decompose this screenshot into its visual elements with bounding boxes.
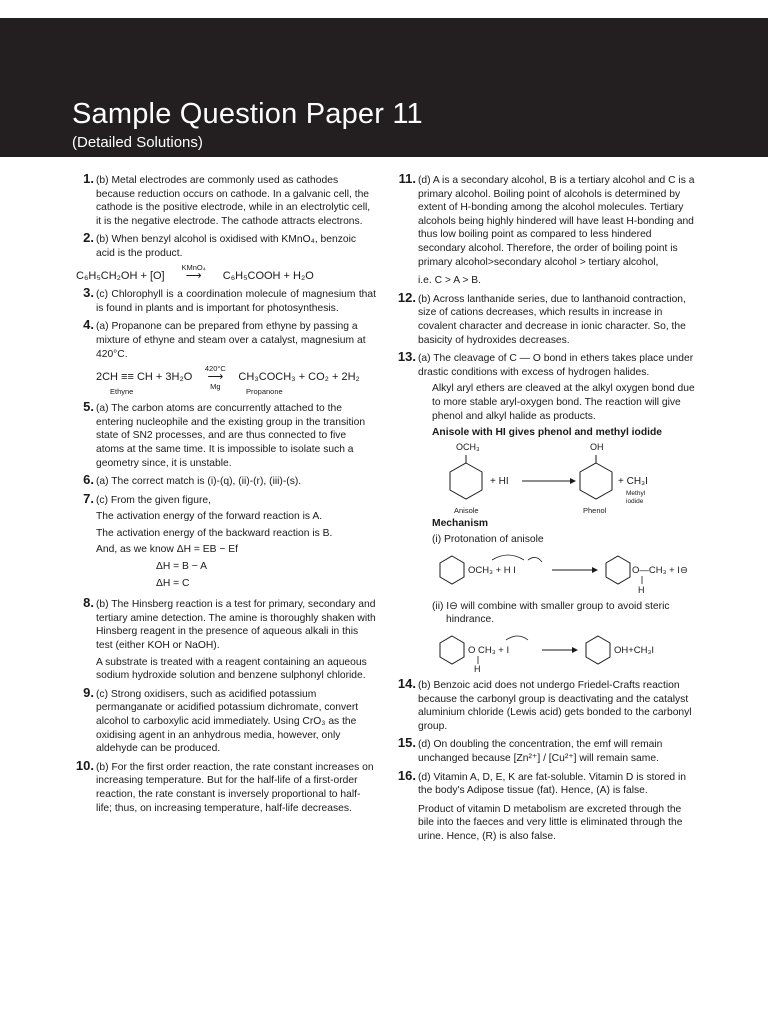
label-methyl-iodide: Methyl iodide <box>626 489 646 505</box>
answer-text-2: Product of vitamin D metabolism are excreted through the bile into the faeces and very little is eliminated through the urine. Hence, (R) is also false. <box>418 803 683 842</box>
eq-products: C₆H₅COOH + H₂O <box>222 269 314 282</box>
eq-reactants: 2CH ≡≡ CH + 3H₂O <box>96 371 193 384</box>
curved-arrow <box>506 636 528 640</box>
question-number: 7. <box>83 490 94 506</box>
label-anisole: Anisole <box>454 505 479 515</box>
equation <box>96 364 376 397</box>
oh-label: OH <box>590 441 604 452</box>
benzene-ring <box>440 636 464 664</box>
arrow-head <box>592 567 598 573</box>
reaction-arrow: 420°C ⟶ Mg <box>195 371 235 385</box>
answer-text: (a) Propanone can be prepared from ethyne by passing a mixture of ethyne and steam over a catalyst, magnesium at 420°C. <box>96 321 366 360</box>
arrow-head <box>570 478 576 484</box>
answer-text: (a) The cleavage of C — O bond in ethers takes place under drastic conditions with excess of hydrogen halides. <box>418 353 694 378</box>
right-column <box>396 171 696 849</box>
answer-text: (d) A is a secondary alcohol, B is a tertiary alcohol and C is a primary alcohol. Boiling point of alcohols is determined by extent of H-bonding among the alcohol molecules. Tertiary alcohols being highly hindered will have least H-bonding and thus low boiling point as compared to less hindered secondary alcohol. Therefore, the order of boiling point is primary alcohol>secondary alcohol > tertiary alcohol, <box>418 175 695 268</box>
plus-ch3i: + CH₃I <box>618 475 648 487</box>
benzene-ring <box>586 636 610 664</box>
step-2-label: (ii) I⊖ will combine with smaller group to avoid steric hindrance. <box>432 600 670 626</box>
curved-arrow <box>528 557 542 562</box>
answer-line: The activation energy of the backward reaction is B. <box>96 527 333 539</box>
answer-text: (d) Vitamin A, D, E, K are fat-soluble. Vitamin D is stored in the body's Adipose tissue (fat). Hence, (A) is false. <box>418 771 687 797</box>
answer-text: (b) When benzyl alcohol is oxidised with KMnO₄, benzoic acid is the product. <box>96 234 357 259</box>
answer-line: ΔH = B − A <box>156 561 207 573</box>
answer-text: (a) The carbon atoms are concurrently attached to the entering nucleophile and the existing group in the transition state of SN2 processes, and are thus connected to five atoms at the same time. It is impossible to isolate such a geometry since, it is unstable. <box>96 403 366 469</box>
answer-text: (d) On doubling the concentration, the emf will remain unchanged because [Zn²⁺] / [Cu²⁺] will remain same. <box>418 739 663 765</box>
step2-reactants: O CH₃ + I <box>468 645 510 657</box>
och3-label: OCH₃ <box>456 441 480 452</box>
arrow-catalyst: Mg <box>210 382 221 392</box>
question-15 <box>396 735 696 765</box>
arrow-condition: 420°C <box>204 364 226 374</box>
answer-line: The activation energy of the forward reaction is A. <box>96 511 323 523</box>
question-16 <box>396 767 696 844</box>
answer-text-2: Alkyl aryl ethers are cleaved at the alkyl oxygen bond due to more stable aryl-oxygen bond. The reaction will give phenol and alkyl halide as products. <box>432 383 695 422</box>
left-column <box>74 171 376 820</box>
question-4 <box>74 317 376 397</box>
protonation-diagram <box>432 550 696 596</box>
header-banner <box>0 18 768 157</box>
reaction-arrow: KMnO₄ ⟶ <box>168 270 220 284</box>
eq-reactants: C₆H₅CH₂OH + [O] <box>76 269 165 282</box>
question-number: 13. <box>397 349 416 365</box>
question-number: 4. <box>83 317 94 333</box>
cleavage-diagram <box>432 630 696 674</box>
answer-text: (b) Metal electrodes are commonly used as cathodes because reduction occurs on cathode. In a galvanic cell, the cathode is the positive electrode, while in an electrolytic cell, it is the negative electrode. The cathode attracts electrons. <box>96 175 371 227</box>
label-ethyne: Ethyne <box>110 387 134 397</box>
answer-line: And, as we know ΔH = EB − Ef <box>96 544 238 556</box>
question-number: 3. <box>83 285 94 301</box>
mechanism-heading: Mechanism <box>432 517 489 529</box>
section-heading: Anisole with HI gives phenol and methyl iodide <box>432 427 662 439</box>
anisole-reaction-diagram <box>438 443 696 517</box>
benzene-ring <box>606 556 630 584</box>
question-6 <box>74 472 376 489</box>
answer-text: (c) Chlorophyll is a coordination molecule of magnesium that is found in plants and is important for photosynthesis. <box>96 289 376 314</box>
step-1-label: (i) Protonation of anisole <box>432 534 544 546</box>
arrow-reagent: KMnO₄ <box>181 262 206 272</box>
answer-text: (b) The Hinsberg reaction is a test for primary, secondary and tertiary amine detection. The amine is thoroughly shaken with Hinsberg reagent in the presence of aqueous alkali in this test (either KOH or NaOH). <box>96 599 376 652</box>
answer-text: (b) Benzoic acid does not undergo Friedel-Crafts reaction because the carbonyl group is deactivating and the catalyst aluminium chloride (Lewis acid) gets bonded to the carbonyl group. <box>418 680 692 732</box>
step1-h: H <box>638 584 645 595</box>
answer-line: ΔH = C <box>156 577 190 589</box>
question-number: 12. <box>397 289 416 305</box>
question-number: 1. <box>83 171 94 186</box>
answer-text: (c) From the given figure, <box>96 494 212 506</box>
question-13 <box>396 349 696 675</box>
question-number: 6. <box>83 472 94 488</box>
question-number: 2. <box>83 230 94 246</box>
question-12 <box>396 289 696 347</box>
label-phenol: Phenol <box>583 505 607 515</box>
question-number: 9. <box>83 684 94 700</box>
answer-text: (b) Across lanthanide series, due to lanthanoid contraction, size of cations decreases, which results in increase in covalent character and decrease in ionic character. So, the basicity of hydroxides decreases. <box>418 293 686 346</box>
step2-products: OH+CH₃I <box>614 645 655 657</box>
benzene-ring <box>440 556 464 584</box>
question-9 <box>74 684 376 756</box>
question-number: 8. <box>83 595 94 611</box>
benzene-ring-anisole <box>450 463 482 499</box>
step1-reactants: OCH₃ + H I <box>468 564 516 576</box>
question-7 <box>74 490 376 591</box>
benzene-ring-phenol <box>580 463 612 499</box>
question-3 <box>74 285 376 315</box>
question-5 <box>74 399 376 470</box>
question-number: 10. <box>75 757 94 773</box>
answer-text-2: i.e. C > A > B. <box>418 275 481 287</box>
page-title: Sample Question Paper 11 <box>72 98 423 130</box>
equation <box>76 262 376 284</box>
question-number: 5. <box>83 399 94 415</box>
question-number: 11. <box>398 171 416 186</box>
question-number: 15. <box>397 735 416 751</box>
answer-text: (c) Strong oxidisers, such as acidified potassium permanganate or acidified potassium dichromate, convert alcohol to carboxylic acid immediately. Using CrO₃ as the oxidising agent in an anhydrous media, however, only aldehyde can be produced. <box>96 688 359 755</box>
arrow-head <box>572 647 578 653</box>
answer-text: (b) For the first order reaction, the rate constant increases on increasing temperature. But for the half-life of a first-order reaction, the rate constant is inversely proportional to half-life; thus, on increasing temperature, half-life decreases. <box>96 761 374 814</box>
answer-text: (a) The correct match is (i)-(q), (ii)-(r), (iii)-(s). <box>96 476 302 488</box>
question-1 <box>74 171 376 228</box>
question-11 <box>396 171 696 288</box>
step1-products: O—CH₃ + I⊖ <box>632 564 688 576</box>
question-14 <box>396 676 696 733</box>
plus-hi: + HI <box>490 475 509 487</box>
question-number: 14. <box>397 676 416 692</box>
step2-h: H <box>474 664 481 675</box>
curved-arrow <box>492 555 524 560</box>
answer-text-2: A substrate is treated with a reagent containing an aqueous sodium hydroxide solution and benzene sulphonyl chloride. <box>96 656 367 682</box>
page-subtitle: (Detailed Solutions) <box>72 134 203 151</box>
label-propanone: Propanone <box>246 387 283 397</box>
question-10 <box>74 757 376 815</box>
question-number: 16. <box>397 767 416 783</box>
question-8 <box>74 595 376 683</box>
eq-products: CH₃COCH₃ + CO₂ + 2H₂ <box>238 371 360 384</box>
question-2 <box>74 230 376 283</box>
